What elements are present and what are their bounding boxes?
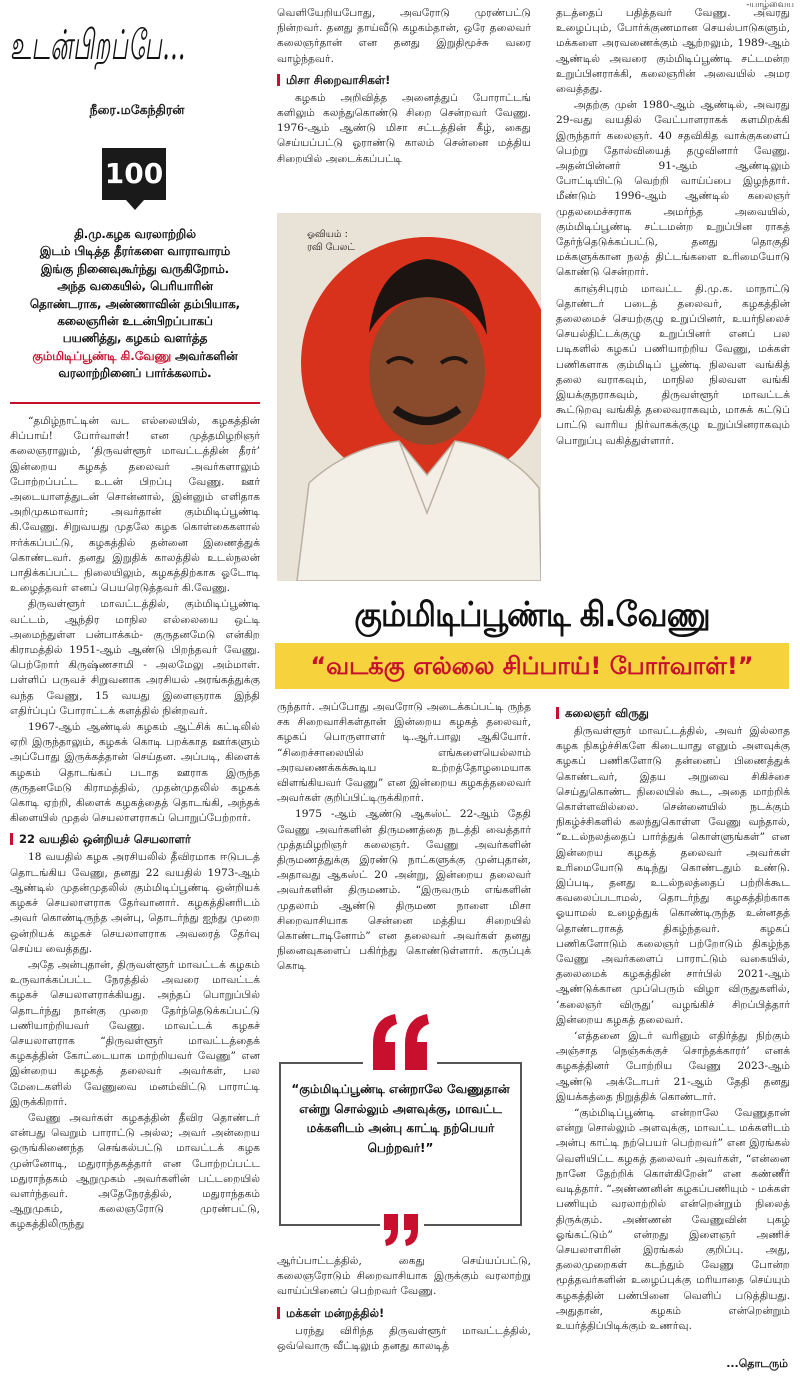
top-strip-label: -யாழ்வைய <box>746 0 794 10</box>
paragraph: காஞ்சிபுரம் மாவட்ட தி.மு.க. மாநாட்டு தொண்டர் படைத் தலைவர், கழகத்தின் தலைமைச் செயற்குழு உறுப்பினர், உயர்நிலைச் செயல்திட்டக்குழு உறுப்பினர் எனப் பல படிகளில் கழகப் பணியாற்றிய வேணு, மக்கள் பணிகளாக கும்மிடிப் பூண்டி நிலவள வங்கித் தலை வராகவும், மாநில நிலவள வங்கி இயக்குநராகவும், திருவள்ளூர் மாவட்டக் கூட்டுறவு வங்கித் தலைவராகவும், மாசுக் கட்டுப் பாட்டு வாரிய நிர்வாகக்குழு உறுப்பினராகவும் பொறுப்பு வகித்துள்ளார். <box>556 282 790 447</box>
paragraph: அதற்கு முன் 1980-ஆம் ஆண்டில், அவரது 29-வது வயதில் வேட்பாளராகக் களமிறக்கி இருந்தார் கலைஞர். 40 சதவிகித வாக்குகளைப் பெற்று தோல்வியைத் தழுவினார் வேணு. அதன்பின்னர் 91-ஆம் ஆண்டிலும் போட்டியிட்டு வெற்றி வாய்ப்பை இழந்தார். மீண்டும் 1996-ஆம் ஆண்டில் கலைஞர் முதலமைச்சராக அமர்ந்த அவையில், கும்மிடிப்பூண்டி சட்டமன்ற உறுப்பின ராகத் தேர்ந்தெடுக்கப்பட்டு, தனது தொகுதி மக்களுக்கான நலத் திட்டங்களை உரிமையோடு கொண்டு சென்றார். <box>556 99 790 279</box>
intro-line: கலைஞரின் உடன்பிறப்பாகப் <box>57 314 213 329</box>
intro-line <box>10 348 260 365</box>
credit-name: ரவி பேலட் <box>307 242 355 253</box>
pull-quote-text: “கும்மிடிப்பூண்டி என்றாலே வேணுதான் என்று சொல்லும் அளவுக்கு, மாவட்ட மக்களிடம் அன்பு காட்டி நற்பெயர் பெற்றவர்!” <box>291 1082 510 1155</box>
intro-line: தி.மு.கழக வரலாற்றில் <box>74 227 196 241</box>
portrait-illustration <box>277 213 541 581</box>
close-quote-icon <box>380 1212 424 1248</box>
subheading <box>556 705 790 721</box>
intro-highlight-name: கும்மிடிப்பூண்டி கி.வேணு <box>32 348 171 363</box>
intro-divider <box>10 402 260 404</box>
portrait-drawing <box>277 213 541 581</box>
paragraph: வெளியேறியபோது, அவரோடு முரண்பட்டு நின்றவர். தனது தாய்வீடு கழகம்தான், ஒரே தலைவர் கலைஞர்தான் என தனது இறுதிமூச்சு வரை வாழ்ந்தவர். <box>277 7 531 65</box>
intro-line: இங்கு நினைவுகூர்ந்து வருகிறோம். <box>40 261 230 276</box>
article-column-2-bottom <box>277 700 531 976</box>
subheading <box>10 831 260 847</box>
close-quote-glyph <box>380 1212 424 1248</box>
paragraph: 18 வயதில் கழக அரசியலில் தீவிரமாக ஈடுபடத் தொடங்கிய வேணு, தனது 22 வயதில் 1973-ஆம் ஆண்டில் முதன்முதலில் கும்மிடிப்பூண்டி ஒன்றியக் கழகச் செயலாளராக தேர்வானார். கழகத்தினரிடம் அவர் கொண்டிருந்த அன்பு, தொடர்ந்து ஐந்து முறை ஒன்றியக் கழகச் செயலாளராக அவரைத் தேர்வு செய்ய வைத்தது. <box>10 851 260 955</box>
intro-highlight-suffix: அவர்களின் <box>170 348 238 363</box>
article-column-2-end <box>277 1254 531 1355</box>
paragraph: திருவள்ளூர் மாவட்டத்தில், அவர் இல்லாத கழக நிகழ்ச்சிகளே கிடையாது எனும் அளவுக்கு கழகப் பணிகளோடு தன்னைப் பிணைத்துக் கொண்டவர், இதய அறுவை சிகிச்சை செய்துகொண்ட நிலையில் கூட, அதை மாற்றிக் கொள்ளவில்லை. சென்னையில் நடக்கும் நிகழ்ச்சிகளில் கலந்துகொள்ள வேணு வந்தால், “உடல்நலத்தைப் பார்த்துக் கொள்ளுங்கள்” என இன்றைய கழகத் தலைவர் அவர்கள் உரிமையோடு கடிந்து கொண்டதும் உண்டு. இப்படி, தனது உடல்நலத்தைப் பற்றிக்கூட கவலைப்படாமல், தொடர்ந்து கழகத்திற்காக ஓயாமல் உழைத்துக் கொண்டிருந்த உன்னதத் தொண்டராகத் திகழ்ந்தவர். கழகப் பணிகளோடும் கலைஞர் பற்றோடும் திகழ்ந்த வேணு அவர்களைப் பாராட்டும் வகையில், தலைமைக் கழகத்தின் சார்பில் 2021-ஆம் ஆண்டுக்கான முப்பெரும் விழா விருதுகளில், ‘கலைஞர் விருது’ வழங்கிச் சிறப்பித்தார் இன்றைய கழகத் தலைவர். <box>556 725 790 1026</box>
subheading-text: 22 வயதில் ஒன்றியச் செயலாளர் <box>19 832 191 847</box>
intro-line: இடம் பிடித்த தீரர்களை வாராவாரம் <box>39 244 231 259</box>
headline-name: கும்மிடிப்பூண்டி கி.வேணு <box>354 595 710 635</box>
open-quote-glyph <box>365 1008 435 1076</box>
subheading-text: மக்கள் மன்றத்தில்! <box>286 1305 385 1320</box>
subheading-marker <box>277 1307 280 1319</box>
open-quote-icon <box>365 1008 435 1076</box>
episode-badge: 100 <box>102 148 166 200</box>
subheading-text: மிசா சிறைவாசிகள்! <box>286 72 391 87</box>
paragraph: பரந்து விரிந்த திருவள்ளூர் மாவட்டத்தில், ஒவ்வொரு வீட்டிலும் தனது காலடித் <box>277 1324 531 1352</box>
subheading <box>277 72 531 88</box>
illustration-credit <box>307 228 355 254</box>
intro-line: தொண்டராக, அண்ணாவின் தம்பியாக, <box>29 296 241 311</box>
continued-marker: ...தொடரும் <box>726 1357 788 1370</box>
intro-line: வரலாற்றினைப் பார்க்கலாம். <box>58 366 212 381</box>
intro-block <box>10 226 260 383</box>
paragraph: “தமிழ்நாட்டின் வட எல்லையில், கழகத்தின் சிப்பாய்! போர்வாள்! என முத்தமிழறிஞர் கலைஞராலும், ‘திருவள்ளூர் மாவட்டத்தின் தீரர்’ இன்றைய கழகத் தலைவர் அவர்களாலும் போற்றப்பட்ட உடன் பிறப்பு வேணு. ஊர் அடையாளத்துடன் சொன்னால், இன்னும் எளிதாக அறிமுகமாவார்; அவர்தான் கும்மிடிப்பூண்டி கி.வேணு. சிறுவயது முதலே கழக கொள்கைகளால் ஈர்க்கப்பட்டு, கழகத்தில் தன்னை இணைத்துக் கொண்டவர். தனது இறுதிக் காலத்தில் உடல்நலன் பாதிக்கப்பட்ட நிலையிலும், கழகத்திற்காக ஓடோடி உழைத்தவர் எனப் பெயரெடுத்தவர் கி.வேணு. <box>10 415 260 595</box>
article-column-3-top <box>556 6 790 450</box>
subheading-marker <box>10 833 13 845</box>
subheading-text: கலைஞர் விருது <box>565 706 649 720</box>
pull-quote-border-right <box>437 1062 522 1064</box>
paragraph: அதே அன்புதான், திருவள்ளூர் மாவட்டக் கழகம் உருவாக்கப்பட்ட நேரத்தில் அவரை மாவட்டக் கழகச் செயலாளராக்கியது. அந்தப் பொறுப்பில் தொடர்ந்து நான்கு முறை தேர்ந்தெடுக்கப்பட்டு பணியாற்றியவர் வேணு. மாவட்டக் கழகச் செயலாளராக “திருவள்ளூர் மாவட்டத்தைக் கழகத்தின் கோட்டையாக மாற்றியவர் வேணு” என இன்றைய கழகத் தலைவர் அவர்கள், பல மேடைகளில் வேணுவை மனம்விட்டு பாராட்டி இருக்கிறார். <box>10 958 260 1108</box>
credit-label: ஓவியம் : <box>307 229 348 240</box>
badge-pointer <box>126 200 144 210</box>
paragraph: 1967-ஆம் ஆண்டில் கழகம் ஆட்சிக் கட்டிலில் ஏறி இருந்தாலும், கழகக் கொடி பறக்காத ஊர்களும் அப்போது இருக்கத்தான் செய்தன. அப்படி, கிளைக் கழகம் தொடங்கப் படாத ஊராக இருந்த குருதனமேடு கிராமத்தில், முதன்முதலில் கழகக் கொடி ஏற்றி, கிளைக் கழகத்தைத் தொடங்கி, அந்தக் கிளையில் முதல் செயலாளராகப் பொறுப்பேற்றார். <box>10 721 260 825</box>
paragraph: கழகம் அறிவித்த அனைத்துப் போராட்டங் களிலும் கலந்துகொண்டு சிறை சென்றவர் வேணு. 1976-ஆம் ஆண்டு மிசா சட்டத்தின் கீழ், கைது செய்யப்பட்டு ஓராண்டு காலம் சென்னை மத்திய சிறையில் அடைக்கப்பட்டி <box>277 91 531 165</box>
paragraph: “கும்மிடிப்பூண்டி என்றாலே வேணுதான் என்று சொல்லும் அளவுக்கு, மாவட்ட மக்களிடம் அன்பு காட்டி நற்பெயர் பெற்றவர்” என இரங்கல் வெளியிட்ட கழகத் தலைவர் அவர்கள், “என்னை நானே தேற்றிக் கொள்கிறேன்” என கண்ணீர் வடித்தார். “அண்ணனின் கழகப்பணியும் - மக்கள் பணியும் வரலாற்றில் என்றென்றும் நிலைத் திருக்கும். அண்ணன் வேணுவின் புகழ் ஓங்கட்டும்” என்றது இளைஞர் அணிச் செயலாளரின் இரங்கல் குறிப்பு. அது, தலைமுறைகள் கடந்தும் வேணு போன்ற மூத்தவர்களின் உழைப்புக்கு மரியாதை செய்யும் கழகத்தின் பண்பினை வெளிப் படுத்தியது. அதுதான், கழகம் என்றென்றும் உயர்த்திப்பிடிக்கும் உணர்வு. <box>556 1107 790 1332</box>
intro-line: பயணித்து, கழகம் வளர்த்த <box>62 331 208 346</box>
paragraph: தடத்தைப் பதித்தவர் வேணு. அவரது உழைப்பும், போர்க்குணமான செயல்பாடுகளும், மக்களை அரவணைக்கும் ஆற்றலும், 1989-ஆம் ஆண்டில் அவரை கும்மிடிப்பூண்டி சட்டமன்ற உறுப்பினராக்கி, கலைஞரின் அவையில் அமர வைத்தது. <box>556 7 790 96</box>
paragraph: திருவள்ளூர் மாவட்டத்தில், கும்மிடிப்பூண்டி வட்டம், ஆந்திர மாநில எல்லையை ஒட்டி அமைந்துள்ள பன்பாக்கம்- குருதனமேடு என்கிற கிராமத்தில் 1951-ஆம் ஆண்டு பிறந்தவர் வேணு. பெற்றோர் கிருஷ்ணசாமி - அலமேலு அம்மாள். பள்ளிப் பருவச் சிறுவனாக அரசியல் அரங்கத்துக்கு வந்த வேணு, 15 வயது இளைஞராக இந்தி எதிர்ப்புப் போராட்டக் களத்தில் நின்றவர். <box>10 598 260 717</box>
article-column-1 <box>10 414 260 1234</box>
byline: நீரை.மகேந்திரன் <box>89 102 185 117</box>
article-column-3-bottom <box>556 700 790 1335</box>
subheading-marker <box>277 74 280 86</box>
pull-quote-border-left <box>279 1062 363 1064</box>
subheading-marker <box>556 707 559 719</box>
subheading <box>277 1305 531 1321</box>
paragraph: ருந்தார். அப்போது அவரோடு அடைக்கப்பட்டி ருந்த சக சிறைவாசிகள்தான் இன்றைய கழகத் தலைவர், கழகப் பொருளாளர் டி.ஆர்.பாலு ஆகியோர். “சிறைச்சாலையில் எங்களையெல்லாம் அரவணைக்கக்கூடிய உற்றத்தோழமையாக விளங்கியவர் வேணு” என இன்றைய கழகத்தலைவர் அவர்கள் குறிப்பிட்டிருக்கிறார். <box>277 701 531 805</box>
headline-quote-banner: “வடக்கு எல்லை சிப்பாய்! போர்வாள்!” <box>275 643 789 689</box>
paragraph: வேணு அவர்கள் கழகத்தின் தீவிர தொண்டர் என்பது வெறும் பாராட்டு அல்ல; அவர் அன்றைய ஒருங்கிணைந்த செங்கல்பட்டு மாவட்டக் கழக முன்னோடி, மதுராந்தகத்தார் என போற்றப்பட்ட மதுராந்தகம் ஆறுமுகம் அவர்களின் பட்டறையில் வளர்ந்தவர். அதேநேரத்தில், மதுராந்தகம் ஆறுமுகம், கலைஞரோடு முரண்பட்டு, கழகத்திலிருந்து <box>10 1111 260 1231</box>
article-column-2-top <box>277 6 531 168</box>
series-title: உடன்பிறப்பே... <box>10 21 186 69</box>
paragraph: ஆர்ப்பாட்டத்தில், கைது செய்யப்பட்டு, கலைஞரோடும் சிறைவாசியாக இருக்கும் வரலாற்று வாய்ப்பினைப் பெற்றவர் வேணு. <box>277 1255 531 1298</box>
paragraph: 1975 -ஆம் ஆண்டு ஆகஸ்ட் 22-ஆம் தேதி வேணு அவர்களின் திருமணத்தை நடத்தி வைத்தார் முத்தமிழறிஞர் கலைஞர். வேணு அவர்களின் திருமணத்துக்கு இரண்டு நாட்களுக்கு முன்புதான், அதாவது ஆகஸ்ட் 20 அன்று, இன்றைய தலைவர் அவர்களின் திருமணம். “இருவரும் எங்களின் முதலாம் ஆண்டு திருமண நாளை மிசா சிறைவாசியாக சென்னை மத்திய சிறையில் கொண்டாடினோம்” என தலைவர் அவர்கள் தனது நினைவுகளைப் பகிர்ந்து கொண்டுள்ளார். கருப்புக் கொடி <box>277 808 531 973</box>
paragraph: ‘எத்தனை இடர் வரினும் எதிர்த்து நிற்கும் அஞ்சாத நெஞ்சுக்குச் சொந்தக்காரர்’ எனக் கழகத்தினர் போற்றிய வேணு 2023-ஆம் ஆண்டு அக்டோபர் 21-ஆம் தேதி தனது இயக்கத்தை நிறுத்திக் கொண்டார். <box>556 1030 790 1103</box>
intro-line: அந்த வகையில், பெரியாரின் <box>57 279 213 294</box>
